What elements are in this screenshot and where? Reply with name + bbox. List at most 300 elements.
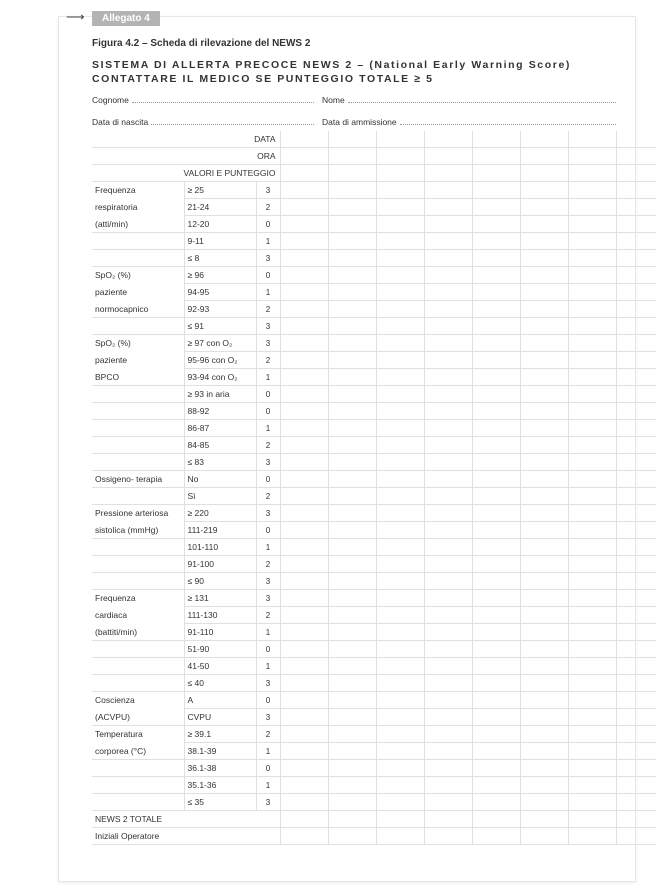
observation-cell[interactable] <box>616 624 656 641</box>
observation-cell[interactable] <box>568 709 616 726</box>
observation-cell[interactable] <box>520 403 568 420</box>
observation-cell[interactable] <box>520 522 568 539</box>
observation-cell[interactable] <box>472 301 520 318</box>
observation-cell[interactable] <box>424 556 472 573</box>
observation-cell[interactable] <box>568 641 616 658</box>
observation-cell[interactable] <box>280 794 328 811</box>
observation-cell[interactable] <box>280 454 328 471</box>
observation-cell[interactable] <box>424 811 472 828</box>
observation-cell[interactable] <box>376 641 424 658</box>
observation-cell[interactable] <box>568 505 616 522</box>
observation-cell[interactable] <box>424 182 472 199</box>
observation-cell[interactable] <box>520 488 568 505</box>
observation-cell[interactable] <box>568 454 616 471</box>
observation-cell[interactable] <box>280 675 328 692</box>
observation-cell[interactable] <box>520 216 568 233</box>
observation-cell[interactable] <box>616 352 656 369</box>
observation-cell[interactable] <box>616 403 656 420</box>
observation-cell[interactable] <box>616 437 656 454</box>
observation-cell[interactable] <box>376 760 424 777</box>
observation-cell[interactable] <box>376 352 424 369</box>
observation-cell[interactable] <box>472 335 520 352</box>
observation-cell[interactable] <box>568 675 616 692</box>
observation-cell[interactable] <box>616 182 656 199</box>
observation-cell[interactable] <box>376 692 424 709</box>
observation-cell[interactable] <box>424 301 472 318</box>
observation-cell[interactable] <box>568 590 616 607</box>
observation-cell[interactable] <box>424 777 472 794</box>
observation-cell[interactable] <box>472 403 520 420</box>
observation-cell[interactable] <box>376 505 424 522</box>
observation-cell[interactable] <box>328 794 376 811</box>
observation-cell[interactable] <box>424 607 472 624</box>
observation-cell[interactable] <box>568 726 616 743</box>
observation-cell[interactable] <box>472 777 520 794</box>
observation-cell[interactable] <box>520 318 568 335</box>
observation-cell[interactable] <box>280 760 328 777</box>
observation-cell[interactable] <box>280 131 328 148</box>
observation-cell[interactable] <box>472 675 520 692</box>
observation-cell[interactable] <box>328 607 376 624</box>
observation-cell[interactable] <box>424 692 472 709</box>
observation-cell[interactable] <box>520 658 568 675</box>
observation-cell[interactable] <box>280 233 328 250</box>
observation-cell[interactable] <box>424 726 472 743</box>
observation-cell[interactable] <box>568 182 616 199</box>
observation-cell[interactable] <box>472 420 520 437</box>
observation-cell[interactable] <box>328 505 376 522</box>
observation-cell[interactable] <box>328 182 376 199</box>
observation-cell[interactable] <box>280 352 328 369</box>
observation-cell[interactable] <box>472 607 520 624</box>
observation-cell[interactable] <box>568 131 616 148</box>
observation-cell[interactable] <box>616 335 656 352</box>
observation-cell[interactable] <box>424 267 472 284</box>
observation-cell[interactable] <box>568 760 616 777</box>
observation-cell[interactable] <box>376 522 424 539</box>
observation-cell[interactable] <box>376 743 424 760</box>
observation-cell[interactable] <box>424 828 472 845</box>
observation-cell[interactable] <box>616 743 656 760</box>
observation-cell[interactable] <box>472 199 520 216</box>
observation-cell[interactable] <box>616 216 656 233</box>
observation-cell[interactable] <box>376 675 424 692</box>
observation-cell[interactable] <box>472 250 520 267</box>
observation-cell[interactable] <box>280 369 328 386</box>
observation-cell[interactable] <box>424 216 472 233</box>
observation-cell[interactable] <box>280 335 328 352</box>
observation-cell[interactable] <box>328 692 376 709</box>
observation-cell[interactable] <box>424 794 472 811</box>
observation-cell[interactable] <box>280 624 328 641</box>
observation-cell[interactable] <box>376 539 424 556</box>
observation-cell[interactable] <box>328 777 376 794</box>
observation-cell[interactable] <box>616 165 656 182</box>
observation-cell[interactable] <box>424 658 472 675</box>
observation-cell[interactable] <box>520 624 568 641</box>
observation-cell[interactable] <box>520 233 568 250</box>
observation-cell[interactable] <box>328 420 376 437</box>
observation-cell[interactable] <box>376 488 424 505</box>
observation-cell[interactable] <box>280 471 328 488</box>
observation-cell[interactable] <box>520 471 568 488</box>
observation-cell[interactable] <box>520 386 568 403</box>
observation-cell[interactable] <box>568 556 616 573</box>
observation-cell[interactable] <box>568 148 616 165</box>
observation-cell[interactable] <box>328 216 376 233</box>
observation-cell[interactable] <box>472 233 520 250</box>
observation-cell[interactable] <box>520 148 568 165</box>
observation-cell[interactable] <box>616 284 656 301</box>
observation-cell[interactable] <box>280 811 328 828</box>
observation-cell[interactable] <box>616 522 656 539</box>
observation-cell[interactable] <box>376 131 424 148</box>
observation-cell[interactable] <box>376 624 424 641</box>
observation-cell[interactable] <box>472 369 520 386</box>
observation-cell[interactable] <box>472 437 520 454</box>
observation-cell[interactable] <box>616 692 656 709</box>
observation-cell[interactable] <box>424 131 472 148</box>
observation-cell[interactable] <box>424 284 472 301</box>
observation-cell[interactable] <box>520 743 568 760</box>
observation-cell[interactable] <box>424 369 472 386</box>
observation-cell[interactable] <box>472 658 520 675</box>
observation-cell[interactable] <box>328 743 376 760</box>
observation-cell[interactable] <box>280 182 328 199</box>
observation-cell[interactable] <box>424 335 472 352</box>
observation-cell[interactable] <box>424 352 472 369</box>
observation-cell[interactable] <box>424 165 472 182</box>
observation-cell[interactable] <box>568 352 616 369</box>
observation-cell[interactable] <box>328 539 376 556</box>
observation-cell[interactable] <box>616 641 656 658</box>
observation-cell[interactable] <box>472 352 520 369</box>
observation-cell[interactable] <box>328 760 376 777</box>
observation-cell[interactable] <box>328 148 376 165</box>
observation-cell[interactable] <box>424 199 472 216</box>
observation-cell[interactable] <box>376 726 424 743</box>
observation-cell[interactable] <box>520 556 568 573</box>
observation-cell[interactable] <box>616 590 656 607</box>
observation-cell[interactable] <box>568 284 616 301</box>
observation-cell[interactable] <box>616 777 656 794</box>
observation-cell[interactable] <box>616 709 656 726</box>
observation-cell[interactable] <box>568 488 616 505</box>
observation-cell[interactable] <box>520 454 568 471</box>
observation-cell[interactable] <box>616 250 656 267</box>
observation-cell[interactable] <box>376 590 424 607</box>
observation-cell[interactable] <box>472 641 520 658</box>
observation-cell[interactable] <box>520 267 568 284</box>
observation-cell[interactable] <box>520 709 568 726</box>
observation-cell[interactable] <box>424 709 472 726</box>
observation-cell[interactable] <box>616 794 656 811</box>
observation-cell[interactable] <box>472 522 520 539</box>
observation-cell[interactable] <box>616 505 656 522</box>
observation-cell[interactable] <box>280 828 328 845</box>
observation-cell[interactable] <box>424 420 472 437</box>
observation-cell[interactable] <box>376 148 424 165</box>
observation-cell[interactable] <box>424 386 472 403</box>
observation-cell[interactable] <box>472 454 520 471</box>
observation-cell[interactable] <box>376 794 424 811</box>
observation-cell[interactable] <box>472 131 520 148</box>
observation-cell[interactable] <box>520 794 568 811</box>
observation-cell[interactable] <box>568 624 616 641</box>
observation-cell[interactable] <box>280 148 328 165</box>
observation-cell[interactable] <box>280 522 328 539</box>
observation-cell[interactable] <box>472 709 520 726</box>
observation-cell[interactable] <box>328 369 376 386</box>
observation-cell[interactable] <box>376 437 424 454</box>
observation-cell[interactable] <box>328 471 376 488</box>
observation-cell[interactable] <box>328 675 376 692</box>
observation-cell[interactable] <box>520 607 568 624</box>
observation-cell[interactable] <box>520 284 568 301</box>
observation-cell[interactable] <box>328 624 376 641</box>
observation-cell[interactable] <box>424 760 472 777</box>
observation-cell[interactable] <box>616 726 656 743</box>
name-field[interactable] <box>322 95 616 105</box>
observation-cell[interactable] <box>424 505 472 522</box>
observation-cell[interactable] <box>328 335 376 352</box>
observation-cell[interactable] <box>424 403 472 420</box>
observation-cell[interactable] <box>376 301 424 318</box>
observation-cell[interactable] <box>328 488 376 505</box>
observation-cell[interactable] <box>472 148 520 165</box>
observation-cell[interactable] <box>280 267 328 284</box>
observation-cell[interactable] <box>568 573 616 590</box>
observation-cell[interactable] <box>376 165 424 182</box>
observation-cell[interactable] <box>280 709 328 726</box>
observation-cell[interactable] <box>616 233 656 250</box>
observation-cell[interactable] <box>328 573 376 590</box>
observation-cell[interactable] <box>280 777 328 794</box>
observation-cell[interactable] <box>280 573 328 590</box>
observation-cell[interactable] <box>568 199 616 216</box>
observation-cell[interactable] <box>328 454 376 471</box>
surname-field[interactable] <box>92 95 314 105</box>
observation-cell[interactable] <box>616 607 656 624</box>
observation-cell[interactable] <box>376 658 424 675</box>
observation-cell[interactable] <box>616 318 656 335</box>
observation-cell[interactable] <box>328 318 376 335</box>
observation-cell[interactable] <box>616 760 656 777</box>
observation-cell[interactable] <box>376 335 424 352</box>
observation-cell[interactable] <box>472 556 520 573</box>
observation-cell[interactable] <box>376 709 424 726</box>
observation-cell[interactable] <box>568 743 616 760</box>
observation-cell[interactable] <box>472 318 520 335</box>
observation-cell[interactable] <box>424 539 472 556</box>
observation-cell[interactable] <box>472 811 520 828</box>
observation-cell[interactable] <box>328 352 376 369</box>
observation-cell[interactable] <box>376 267 424 284</box>
observation-cell[interactable] <box>376 556 424 573</box>
observation-cell[interactable] <box>520 437 568 454</box>
observation-cell[interactable] <box>376 454 424 471</box>
observation-cell[interactable] <box>424 233 472 250</box>
observation-cell[interactable] <box>616 573 656 590</box>
observation-cell[interactable] <box>472 726 520 743</box>
observation-cell[interactable] <box>520 420 568 437</box>
observation-cell[interactable] <box>472 624 520 641</box>
observation-cell[interactable] <box>280 403 328 420</box>
observation-cell[interactable] <box>280 284 328 301</box>
observation-cell[interactable] <box>280 437 328 454</box>
observation-cell[interactable] <box>520 828 568 845</box>
observation-cell[interactable] <box>328 267 376 284</box>
observation-cell[interactable] <box>616 556 656 573</box>
observation-cell[interactable] <box>280 539 328 556</box>
observation-cell[interactable] <box>568 165 616 182</box>
observation-cell[interactable] <box>280 386 328 403</box>
observation-cell[interactable] <box>472 216 520 233</box>
observation-cell[interactable] <box>424 590 472 607</box>
observation-cell[interactable] <box>568 267 616 284</box>
observation-cell[interactable] <box>520 777 568 794</box>
observation-cell[interactable] <box>568 794 616 811</box>
observation-cell[interactable] <box>472 760 520 777</box>
observation-cell[interactable] <box>616 301 656 318</box>
admission-date-field[interactable] <box>322 117 616 127</box>
observation-cell[interactable] <box>520 539 568 556</box>
observation-cell[interactable] <box>376 199 424 216</box>
observation-cell[interactable] <box>424 318 472 335</box>
observation-cell[interactable] <box>616 369 656 386</box>
observation-cell[interactable] <box>568 216 616 233</box>
observation-cell[interactable] <box>472 165 520 182</box>
observation-cell[interactable] <box>472 471 520 488</box>
observation-cell[interactable] <box>616 811 656 828</box>
observation-cell[interactable] <box>520 335 568 352</box>
observation-cell[interactable] <box>520 505 568 522</box>
observation-cell[interactable] <box>328 709 376 726</box>
observation-cell[interactable] <box>424 454 472 471</box>
observation-cell[interactable] <box>472 828 520 845</box>
observation-cell[interactable] <box>280 726 328 743</box>
observation-cell[interactable] <box>568 386 616 403</box>
observation-cell[interactable] <box>376 420 424 437</box>
observation-cell[interactable] <box>376 471 424 488</box>
observation-cell[interactable] <box>328 233 376 250</box>
observation-cell[interactable] <box>472 182 520 199</box>
observation-cell[interactable] <box>616 539 656 556</box>
observation-cell[interactable] <box>328 658 376 675</box>
observation-cell[interactable] <box>424 148 472 165</box>
observation-cell[interactable] <box>568 811 616 828</box>
observation-cell[interactable] <box>568 539 616 556</box>
observation-cell[interactable] <box>568 369 616 386</box>
observation-cell[interactable] <box>568 233 616 250</box>
observation-cell[interactable] <box>520 641 568 658</box>
observation-cell[interactable] <box>568 828 616 845</box>
observation-cell[interactable] <box>376 828 424 845</box>
observation-cell[interactable] <box>376 403 424 420</box>
observation-cell[interactable] <box>472 794 520 811</box>
observation-cell[interactable] <box>520 131 568 148</box>
observation-cell[interactable] <box>280 743 328 760</box>
observation-cell[interactable] <box>616 454 656 471</box>
observation-cell[interactable] <box>568 692 616 709</box>
observation-cell[interactable] <box>328 199 376 216</box>
observation-cell[interactable] <box>376 182 424 199</box>
observation-cell[interactable] <box>280 420 328 437</box>
observation-cell[interactable] <box>520 199 568 216</box>
observation-cell[interactable] <box>568 658 616 675</box>
observation-cell[interactable] <box>328 811 376 828</box>
observation-cell[interactable] <box>616 658 656 675</box>
observation-cell[interactable] <box>616 420 656 437</box>
observation-cell[interactable] <box>472 267 520 284</box>
observation-cell[interactable] <box>616 267 656 284</box>
observation-cell[interactable] <box>472 284 520 301</box>
observation-cell[interactable] <box>376 318 424 335</box>
observation-cell[interactable] <box>616 199 656 216</box>
observation-cell[interactable] <box>280 199 328 216</box>
observation-cell[interactable] <box>280 692 328 709</box>
observation-cell[interactable] <box>472 386 520 403</box>
observation-cell[interactable] <box>568 318 616 335</box>
observation-cell[interactable] <box>280 216 328 233</box>
observation-cell[interactable] <box>568 777 616 794</box>
observation-cell[interactable] <box>616 675 656 692</box>
observation-cell[interactable] <box>568 335 616 352</box>
observation-cell[interactable] <box>376 811 424 828</box>
observation-cell[interactable] <box>424 641 472 658</box>
observation-cell[interactable] <box>376 369 424 386</box>
observation-cell[interactable] <box>568 607 616 624</box>
observation-cell[interactable] <box>280 301 328 318</box>
observation-cell[interactable] <box>376 284 424 301</box>
observation-cell[interactable] <box>328 522 376 539</box>
observation-cell[interactable] <box>376 216 424 233</box>
observation-cell[interactable] <box>280 658 328 675</box>
observation-cell[interactable] <box>520 573 568 590</box>
observation-cell[interactable] <box>568 403 616 420</box>
observation-cell[interactable] <box>280 590 328 607</box>
observation-cell[interactable] <box>280 488 328 505</box>
observation-cell[interactable] <box>568 522 616 539</box>
observation-cell[interactable] <box>328 437 376 454</box>
observation-cell[interactable] <box>568 250 616 267</box>
observation-cell[interactable] <box>280 556 328 573</box>
observation-cell[interactable] <box>376 607 424 624</box>
observation-cell[interactable] <box>520 692 568 709</box>
observation-cell[interactable] <box>280 165 328 182</box>
observation-cell[interactable] <box>424 471 472 488</box>
observation-cell[interactable] <box>616 131 656 148</box>
observation-cell[interactable] <box>568 471 616 488</box>
observation-cell[interactable] <box>424 488 472 505</box>
observation-cell[interactable] <box>376 573 424 590</box>
observation-cell[interactable] <box>568 301 616 318</box>
observation-cell[interactable] <box>472 539 520 556</box>
observation-cell[interactable] <box>328 250 376 267</box>
observation-cell[interactable] <box>328 301 376 318</box>
observation-cell[interactable] <box>328 403 376 420</box>
observation-cell[interactable] <box>328 828 376 845</box>
observation-cell[interactable] <box>616 488 656 505</box>
observation-cell[interactable] <box>520 250 568 267</box>
observation-cell[interactable] <box>472 743 520 760</box>
observation-cell[interactable] <box>472 573 520 590</box>
observation-cell[interactable] <box>280 607 328 624</box>
observation-cell[interactable] <box>280 318 328 335</box>
observation-cell[interactable] <box>472 488 520 505</box>
observation-cell[interactable] <box>328 556 376 573</box>
observation-cell[interactable] <box>520 369 568 386</box>
